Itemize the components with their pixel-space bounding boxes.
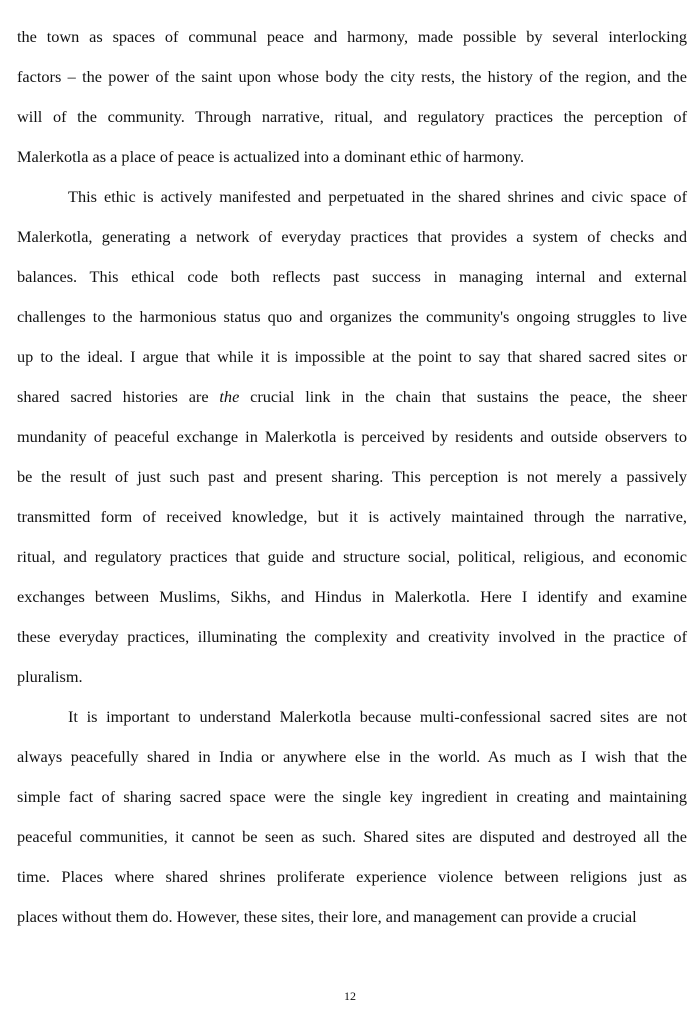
text-line [17, 384, 687, 424]
text-line: balances. This ethical code both reflects past success in managing internal and external [17, 267, 687, 286]
text-line: these everyday practices, illuminating the complexity and creativity involved in the practice of [17, 627, 687, 646]
text-line: simple fact of sharing sacred space were the single key ingredient in creating and maintaining [17, 787, 687, 806]
text-line: mundanity of peaceful exchange in Malerkotla is perceived by residents and outside observers to [17, 427, 687, 446]
text-line: factors – the power of the saint upon whose body the city rests, the history of the region, and the [17, 67, 687, 86]
text-line: Malerkotla, generating a network of everyday practices that provides a system of checks and [17, 227, 687, 246]
text-line: be the result of just such past and present sharing. This perception is not merely a passively [17, 467, 687, 486]
text-line: It is important to understand Malerkotla because multi-confessional sacred sites are not [68, 707, 687, 726]
text-run: shared sacred histories are [17, 387, 220, 406]
text-line: This ethic is actively manifested and perpetuated in the shared shrines and civic space of [68, 187, 687, 206]
text-line: time. Places where shared shrines proliferate experience violence between religions just as [17, 867, 687, 886]
body-text [17, 24, 687, 944]
text-line: Malerkotla as a place of peace is actualized into a dominant ethic of harmony. [17, 147, 525, 166]
text-run: crucial link in the chain that sustains the peace, the sheer [239, 387, 687, 406]
text-line: will of the community. Through narrative, ritual, and regulatory practices the perception of [17, 107, 687, 126]
text-line: up to the ideal. I argue that while it is impossible at the point to say that shared sacred sites or [17, 347, 687, 366]
text-line: ritual, and regulatory practices that guide and structure social, political, religious, and economic [17, 547, 687, 566]
emphasis-text: the [219, 387, 240, 406]
text-line: transmitted form of received knowledge, but it is actively maintained through the narrative, [17, 507, 687, 526]
text-line: places without them do. However, these sites, their lore, and management can provide a crucial [17, 907, 637, 926]
text-line: pluralism. [17, 667, 83, 686]
text-line: challenges to the harmonious status quo and organizes the community's ongoing struggles to live [17, 307, 687, 326]
text-line: always peacefully shared in India or anywhere else in the world. As much as I wish that the [17, 747, 687, 766]
paragraph [17, 24, 687, 184]
text-line: exchanges between Muslims, Sikhs, and Hindus in Malerkotla. Here I identify and examine [17, 587, 687, 606]
paragraph [17, 184, 687, 704]
page-number: 12 [344, 989, 356, 1003]
text-line: the town as spaces of communal peace and harmony, made possible by several interlocking [17, 27, 687, 46]
paragraph [17, 704, 687, 944]
text-line: peaceful communities, it cannot be seen as such. Shared sites are disputed and destroyed all the [17, 827, 687, 846]
